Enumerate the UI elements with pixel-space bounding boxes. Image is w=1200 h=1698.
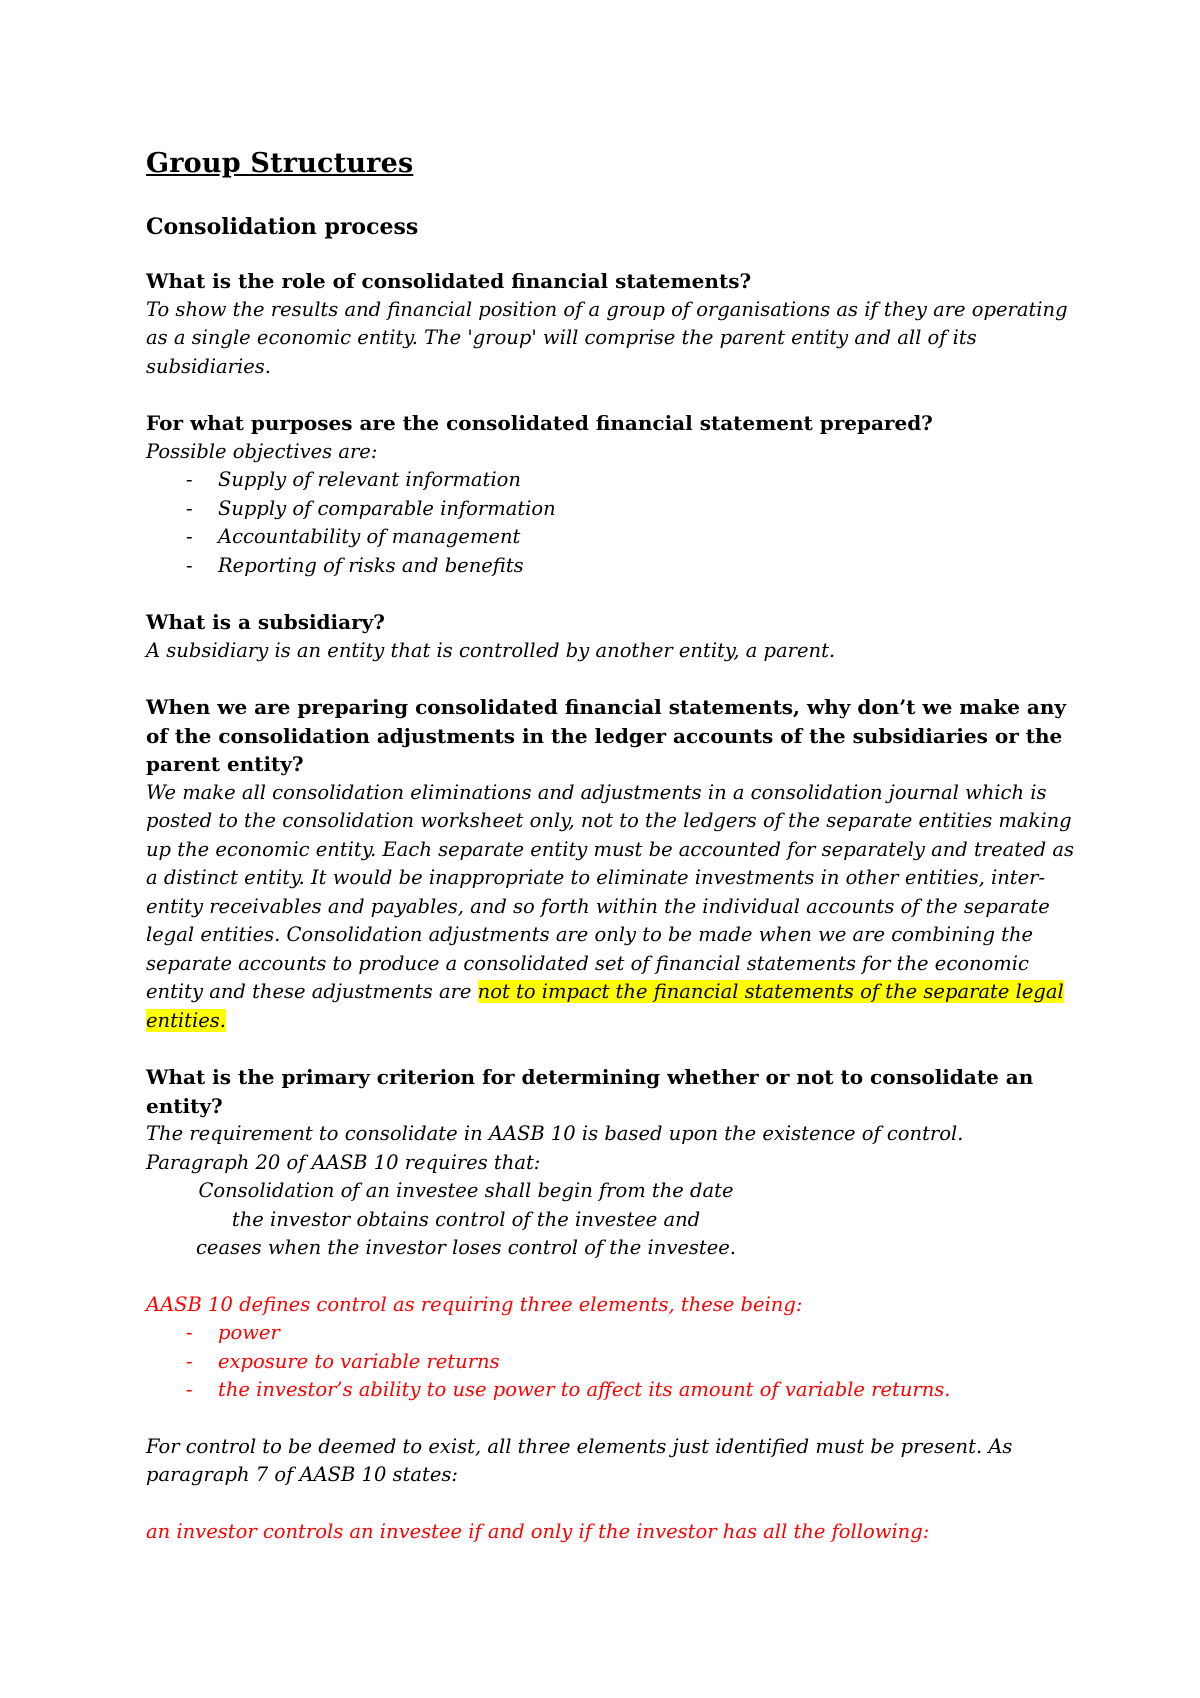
answer-role: To show the results and financial position of a group of organisations as if they are operating as a single economic entity. The 'group' will comprise the parent entity and all of its subsidiaries.	[146, 297, 1068, 378]
quote-line: ceases when the investor loses control of the investee.	[195, 1236, 737, 1259]
control-intro: AASB 10 defines control as requiring three elements, these being:	[146, 1292, 803, 1316]
dash-bullet-icon: -	[186, 1378, 193, 1401]
dash-bullet-icon: -	[186, 1349, 193, 1373]
qa-ledger-adjustments	[146, 693, 1076, 1035]
answer-subsidiary: A subsidiary is an entity that is controlled by another entity, a parent.	[146, 638, 836, 662]
dash-bullet-icon: -	[186, 525, 193, 548]
answer-ledger-adjustments	[146, 779, 1076, 1036]
question-primary-criterion: What is the primary criterion for determining whether or not to consolidate an entity?	[146, 1065, 1034, 1118]
question-ledger-adjustments: When we are preparing consolidated financial statements, why don’t we make any of the consolidation adjustments in the ledger accounts of the subsidiaries or the parent entity?	[146, 695, 1067, 776]
list-item-text: the investor’s ability to use power to affect its amount of variable returns.	[218, 1378, 951, 1401]
list-item-text: Accountability of management	[218, 525, 521, 548]
question-subsidiary: What is a subsidiary?	[146, 610, 385, 634]
control-elements-list	[146, 1319, 1076, 1405]
list-item-text: power	[218, 1321, 280, 1344]
list-item-text: Supply of comparable information	[218, 496, 556, 520]
question-purposes: For what purposes are the consolidated financial statement prepared?	[146, 411, 933, 435]
answer-criterion-line1: The requirement to consolidate in AASB 10 is based upon the existence of control.	[146, 1122, 964, 1145]
list-item	[146, 495, 1076, 524]
paragraph-20-quote	[146, 1177, 786, 1263]
list-item-text: exposure to variable returns	[218, 1349, 500, 1373]
qa-role	[146, 267, 1076, 381]
list-item	[146, 1376, 1076, 1405]
objectives-list	[146, 466, 1076, 580]
list-item	[146, 523, 1076, 552]
document-content	[146, 146, 1076, 1546]
list-item	[146, 552, 1076, 581]
paragraph-7-intro-block	[146, 1433, 1076, 1490]
qa-primary-criterion	[146, 1063, 1076, 1263]
quote-line: Consolidation of an investee shall begin from the date	[198, 1179, 734, 1202]
list-item	[146, 1319, 1076, 1348]
qa-subsidiary	[146, 608, 1076, 665]
purposes-intro: Possible objectives are:	[146, 439, 378, 463]
list-item-text: Supply of relevant information	[218, 468, 521, 491]
dash-bullet-icon: -	[186, 1321, 193, 1344]
paragraph-7-intro: For control to be deemed to exist, all three elements just identified must be present. As paragraph 7 of AASB 10 states:	[146, 1434, 1013, 1486]
closing-statement: an investor controls an investee if and only if the investor has all the following:	[146, 1519, 930, 1543]
closing-block	[146, 1518, 1076, 1547]
qa-purposes	[146, 409, 1076, 580]
list-item-text: Reporting of risks and benefits	[218, 553, 524, 577]
list-item	[146, 466, 1076, 495]
document-title: Group Structures	[146, 148, 414, 179]
section-heading: Consolidation process	[146, 214, 419, 240]
highlighted-text: not to impact the financial statements of the separate legal entities.	[146, 980, 1064, 1032]
question-role: What is the role of consolidated financial statements?	[146, 269, 752, 293]
dash-bullet-icon: -	[186, 496, 193, 520]
dash-bullet-icon: -	[186, 468, 193, 491]
answer-ledger-text: We make all consolidation eliminations and adjustments in a consolidation journal which is posted to the consolidation worksheet only, not to the ledgers of the separate entities making up the economic entity. Each separate entity must be accounted for separately and treated as a distinct entity. It would be inappropriate to eliminate investments in other entities, inter-entity receivables and payables, and so forth within the individual accounts of the separate legal entities. Consolidation adjustments are only to be made when we are combining the separate accounts to produce a consolidated set of financial statements for the economic entity and these adjustments are	[146, 780, 1074, 1003]
quote-line: the investor obtains control of the investee and	[231, 1207, 701, 1231]
list-item	[146, 1348, 1076, 1377]
answer-criterion-line2: Paragraph 20 of AASB 10 requires that:	[146, 1150, 541, 1174]
dash-bullet-icon: -	[186, 553, 193, 577]
control-elements	[146, 1291, 1076, 1405]
